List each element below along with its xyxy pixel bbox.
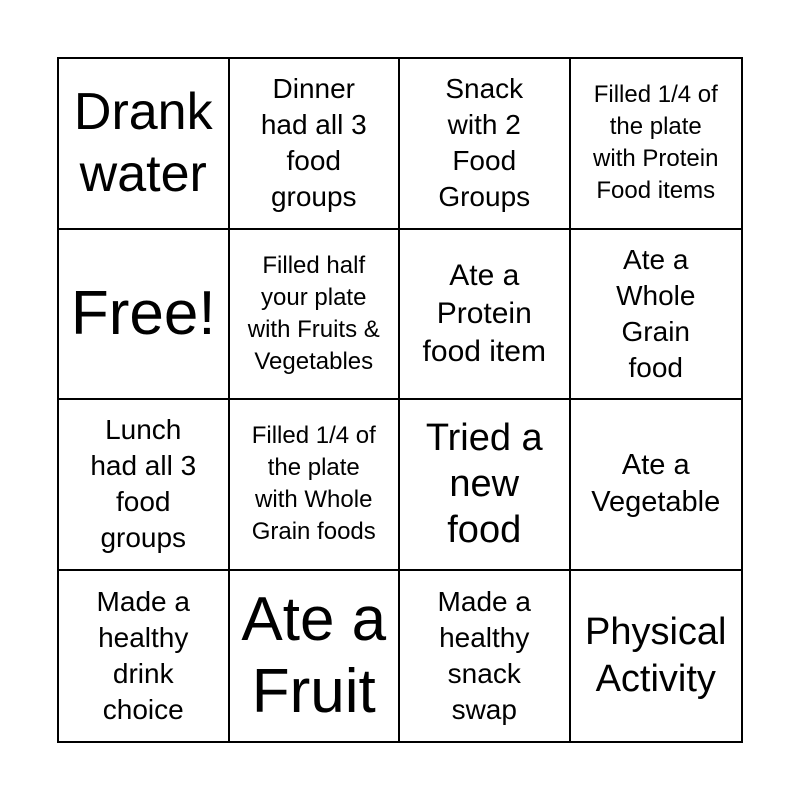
- bingo-cell-ate-fruit[interactable]: [230, 571, 401, 742]
- bingo-cell-protein-quarter-plate[interactable]: [571, 59, 742, 230]
- bingo-cell-lunch-food-groups[interactable]: [59, 400, 230, 571]
- bingo-cell-label: Drank water: [73, 82, 213, 204]
- bingo-cell-label: Ate a Whole Grain food: [616, 243, 696, 383]
- bingo-cell-snack-food-groups[interactable]: [400, 59, 571, 230]
- bingo-cell-protein-food-item[interactable]: [400, 230, 571, 401]
- bingo-cell-label: Ate a Protein food item: [422, 258, 546, 368]
- bingo-cell-label: Ate a Fruit: [241, 584, 387, 726]
- bingo-cell-label: Snack with 2 Food Groups: [438, 73, 531, 213]
- bingo-cell-drank-water[interactable]: [59, 59, 230, 230]
- bingo-cell-label: Filled 1/4 of the plate with Whole Grain foods: [251, 422, 376, 546]
- bingo-cell-whole-grain-quarter-plate[interactable]: [230, 400, 401, 571]
- bingo-cell-label: Ate a Vegetable: [591, 449, 721, 519]
- bingo-board: [57, 57, 743, 743]
- bingo-cell-label: Physical Activity: [585, 611, 727, 700]
- bingo-cell-label: Dinner had all 3 food groups: [260, 73, 367, 213]
- bingo-cell-label: Free!: [70, 278, 216, 348]
- bingo-cell-label: Filled 1/4 of the plate with Protein Food items: [593, 81, 719, 205]
- bingo-cell-label: Lunch had all 3 food groups: [90, 414, 197, 554]
- bingo-cell-tried-new-food[interactable]: [400, 400, 571, 571]
- bingo-cell-label: Made a healthy snack swap: [437, 585, 531, 725]
- bingo-cell-half-plate-fruits-vegetables[interactable]: [230, 230, 401, 401]
- bingo-cell-healthy-snack-swap[interactable]: [400, 571, 571, 742]
- bingo-cell-whole-grain-food[interactable]: [571, 230, 742, 401]
- bingo-cell-ate-vegetable[interactable]: [571, 400, 742, 571]
- bingo-cell-healthy-drink-choice[interactable]: [59, 571, 230, 742]
- bingo-cell-label: Made a healthy drink choice: [96, 585, 190, 725]
- bingo-cell-dinner-food-groups[interactable]: [230, 59, 401, 230]
- bingo-cell-label: Tried a new food: [425, 416, 543, 552]
- bingo-cell-physical-activity[interactable]: [571, 571, 742, 742]
- bingo-cell-label: Filled half your plate with Fruits & Vegetables: [247, 251, 380, 375]
- bingo-cell-free[interactable]: [59, 230, 230, 401]
